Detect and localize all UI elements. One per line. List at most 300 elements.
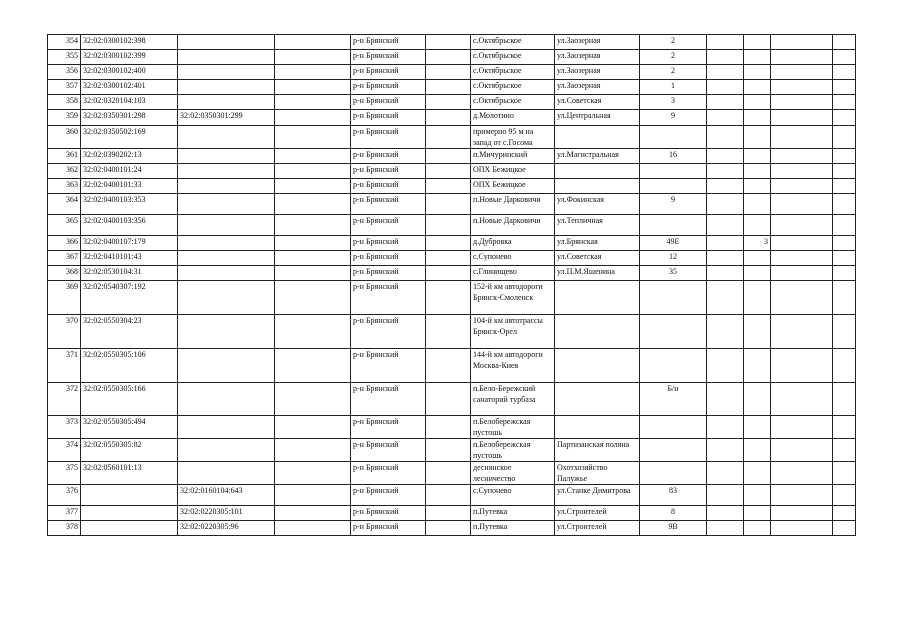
table-row xyxy=(48,236,856,251)
empty-cell xyxy=(426,462,471,485)
row-number-cell: 373 xyxy=(48,416,81,439)
district-cell: р-н Брянский xyxy=(351,95,426,110)
empty-cell xyxy=(771,266,833,281)
table-row xyxy=(48,416,856,439)
empty-cell xyxy=(771,485,833,506)
cadastral-number-cell: 32:02:0550305:494 xyxy=(81,416,178,439)
building-cell: 3 xyxy=(744,236,771,251)
empty-cell xyxy=(275,126,351,149)
settlement-cell: примерно 95 м на запад от с.Госома xyxy=(471,126,555,149)
row-number-cell: 362 xyxy=(48,164,81,179)
table-row xyxy=(48,281,856,315)
row-number-cell: 354 xyxy=(48,35,81,50)
building-cell xyxy=(744,506,771,521)
cadastral-number-cell xyxy=(81,485,178,506)
empty-cell xyxy=(707,349,744,383)
empty-cell xyxy=(426,35,471,50)
row-number-cell: 360 xyxy=(48,126,81,149)
empty-cell xyxy=(771,215,833,236)
settlement-cell: п.Новые Дарковичи xyxy=(471,215,555,236)
empty-cell xyxy=(771,65,833,80)
cadastral-number-cell: 32:02:0550304:23 xyxy=(81,315,178,349)
empty-cell xyxy=(833,194,856,215)
district-cell: р-н Брянский xyxy=(351,149,426,164)
empty-cell xyxy=(833,110,856,126)
cadastral-number-cell: 32:02:0320104:103 xyxy=(81,95,178,110)
empty-cell xyxy=(833,485,856,506)
empty-cell xyxy=(833,179,856,194)
row-number-cell: 369 xyxy=(48,281,81,315)
house-number-cell xyxy=(640,416,707,439)
building-cell xyxy=(744,462,771,485)
cadastral-number-cell: 32:02:0410101:43 xyxy=(81,251,178,266)
empty-cell xyxy=(426,50,471,65)
empty-cell xyxy=(707,215,744,236)
empty-cell xyxy=(833,349,856,383)
settlement-cell: с.Супонево xyxy=(471,251,555,266)
house-number-cell: Б/н xyxy=(640,383,707,416)
linked-cadastral-cell: 32:02:0160104:643 xyxy=(178,485,275,506)
district-cell: р-н Брянский xyxy=(351,439,426,462)
linked-cadastral-cell xyxy=(178,215,275,236)
linked-cadastral-cell: 32:02:0220305:101 xyxy=(178,506,275,521)
empty-cell xyxy=(707,439,744,462)
settlement-cell: с.Супонево xyxy=(471,485,555,506)
empty-cell xyxy=(275,349,351,383)
empty-cell xyxy=(426,281,471,315)
house-number-cell xyxy=(640,164,707,179)
district-cell: р-н Брянский xyxy=(351,521,426,536)
empty-cell xyxy=(771,506,833,521)
table-row xyxy=(48,110,856,126)
street-cell xyxy=(555,349,640,383)
row-number-cell: 359 xyxy=(48,110,81,126)
linked-cadastral-cell xyxy=(178,164,275,179)
empty-cell xyxy=(426,80,471,95)
cadastral-number-cell: 32:02:0350301:298 xyxy=(81,110,178,126)
empty-cell xyxy=(426,506,471,521)
street-cell: ул.Заозерная xyxy=(555,50,640,65)
linked-cadastral-cell xyxy=(178,95,275,110)
empty-cell xyxy=(426,95,471,110)
cadastral-number-cell: 32:02:0400101:24 xyxy=(81,164,178,179)
empty-cell xyxy=(426,65,471,80)
empty-cell xyxy=(426,194,471,215)
empty-cell xyxy=(833,236,856,251)
settlement-cell: ОПХ Бежицкое xyxy=(471,179,555,194)
settlement-cell: п.Бело-Бережский санаторий турбаза xyxy=(471,383,555,416)
building-cell xyxy=(744,149,771,164)
house-number-cell: 83 xyxy=(640,485,707,506)
district-cell: р-н Брянский xyxy=(351,35,426,50)
registry-table xyxy=(47,34,856,536)
district-cell: р-н Брянский xyxy=(351,485,426,506)
street-cell: ул.Магистральная xyxy=(555,149,640,164)
district-cell: р-н Брянский xyxy=(351,215,426,236)
empty-cell xyxy=(833,251,856,266)
settlement-cell: с.Октябрьское xyxy=(471,95,555,110)
house-number-cell xyxy=(640,315,707,349)
district-cell: р-н Брянский xyxy=(351,80,426,95)
empty-cell xyxy=(707,485,744,506)
house-number-cell: 2 xyxy=(640,50,707,65)
empty-cell xyxy=(771,349,833,383)
empty-cell xyxy=(833,383,856,416)
street-cell: ул.Заозерная xyxy=(555,35,640,50)
empty-cell xyxy=(771,521,833,536)
linked-cadastral-cell xyxy=(178,266,275,281)
house-number-cell: 2 xyxy=(640,35,707,50)
linked-cadastral-cell xyxy=(178,35,275,50)
empty-cell xyxy=(833,149,856,164)
linked-cadastral-cell xyxy=(178,50,275,65)
empty-cell xyxy=(275,521,351,536)
building-cell xyxy=(744,521,771,536)
house-number-cell xyxy=(640,215,707,236)
empty-cell xyxy=(275,50,351,65)
empty-cell xyxy=(275,281,351,315)
district-cell: р-н Брянский xyxy=(351,281,426,315)
settlement-cell: 144-й км автодороги Москва-Киев xyxy=(471,349,555,383)
empty-cell xyxy=(707,251,744,266)
empty-cell xyxy=(833,95,856,110)
building-cell xyxy=(744,251,771,266)
empty-cell xyxy=(426,215,471,236)
empty-cell xyxy=(707,95,744,110)
empty-cell xyxy=(771,251,833,266)
building-cell xyxy=(744,281,771,315)
empty-cell xyxy=(275,266,351,281)
empty-cell xyxy=(707,179,744,194)
cadastral-number-cell: 32:02:0530104:31 xyxy=(81,266,178,281)
linked-cadastral-cell xyxy=(178,149,275,164)
table-row xyxy=(48,50,856,65)
row-number-cell: 376 xyxy=(48,485,81,506)
building-cell xyxy=(744,315,771,349)
house-number-cell: 9 xyxy=(640,110,707,126)
empty-cell xyxy=(707,506,744,521)
table-row xyxy=(48,439,856,462)
street-cell: ул.Строителей xyxy=(555,506,640,521)
table-row xyxy=(48,65,856,80)
cadastral-number-cell xyxy=(81,506,178,521)
linked-cadastral-cell xyxy=(178,439,275,462)
street-cell xyxy=(555,383,640,416)
settlement-cell: с.Октябрьское xyxy=(471,50,555,65)
table-row xyxy=(48,179,856,194)
empty-cell xyxy=(275,110,351,126)
cadastral-number-cell: 32:02:0400107:179 xyxy=(81,236,178,251)
table-row xyxy=(48,521,856,536)
street-cell: ул.П.М.Яшенина xyxy=(555,266,640,281)
cadastral-number-cell: 32:02:0300102:401 xyxy=(81,80,178,95)
empty-cell xyxy=(426,383,471,416)
empty-cell xyxy=(771,179,833,194)
house-number-cell: 12 xyxy=(640,251,707,266)
empty-cell xyxy=(771,194,833,215)
empty-cell xyxy=(771,281,833,315)
empty-cell xyxy=(771,164,833,179)
empty-cell xyxy=(771,149,833,164)
empty-cell xyxy=(771,126,833,149)
street-cell: Партизанская поляна xyxy=(555,439,640,462)
district-cell: р-н Брянский xyxy=(351,236,426,251)
empty-cell xyxy=(707,194,744,215)
table-row xyxy=(48,315,856,349)
settlement-cell: п.Путевка xyxy=(471,506,555,521)
empty-cell xyxy=(771,462,833,485)
empty-cell xyxy=(275,35,351,50)
street-cell: Охотхозяйство Палужье xyxy=(555,462,640,485)
empty-cell xyxy=(833,315,856,349)
empty-cell xyxy=(707,521,744,536)
empty-cell xyxy=(833,521,856,536)
cadastral-number-cell: 32:02:0550305:82 xyxy=(81,439,178,462)
house-number-cell: 16 xyxy=(640,149,707,164)
district-cell: р-н Брянский xyxy=(351,506,426,521)
row-number-cell: 372 xyxy=(48,383,81,416)
table-row xyxy=(48,164,856,179)
empty-cell xyxy=(426,349,471,383)
empty-cell xyxy=(275,80,351,95)
empty-cell xyxy=(275,194,351,215)
empty-cell xyxy=(833,439,856,462)
row-number-cell: 355 xyxy=(48,50,81,65)
empty-cell xyxy=(275,506,351,521)
house-number-cell: 9В xyxy=(640,521,707,536)
building-cell xyxy=(744,215,771,236)
building-cell xyxy=(744,439,771,462)
settlement-cell: с.Глинищево xyxy=(471,266,555,281)
empty-cell xyxy=(771,416,833,439)
empty-cell xyxy=(833,80,856,95)
empty-cell xyxy=(707,149,744,164)
empty-cell xyxy=(275,383,351,416)
district-cell: р-н Брянский xyxy=(351,251,426,266)
empty-cell xyxy=(707,126,744,149)
house-number-cell xyxy=(640,126,707,149)
house-number-cell: 9 xyxy=(640,194,707,215)
empty-cell xyxy=(707,110,744,126)
house-number-cell xyxy=(640,462,707,485)
cadastral-number-cell: 32:02:0540307:192 xyxy=(81,281,178,315)
row-number-cell: 365 xyxy=(48,215,81,236)
house-number-cell: 49Е xyxy=(640,236,707,251)
empty-cell xyxy=(275,315,351,349)
empty-cell xyxy=(275,65,351,80)
building-cell xyxy=(744,164,771,179)
linked-cadastral-cell xyxy=(178,315,275,349)
empty-cell xyxy=(707,65,744,80)
empty-cell xyxy=(275,95,351,110)
district-cell: р-н Брянский xyxy=(351,266,426,281)
cadastral-number-cell: 32:02:0560101:13 xyxy=(81,462,178,485)
empty-cell xyxy=(275,416,351,439)
empty-cell xyxy=(707,164,744,179)
empty-cell xyxy=(275,462,351,485)
empty-cell xyxy=(707,35,744,50)
street-cell: ул.Брянская xyxy=(555,236,640,251)
street-cell: ул.Станке Димитрова xyxy=(555,485,640,506)
building-cell xyxy=(744,349,771,383)
street-cell: ул.Строителей xyxy=(555,521,640,536)
district-cell: р-н Брянский xyxy=(351,126,426,149)
empty-cell xyxy=(707,416,744,439)
building-cell xyxy=(744,110,771,126)
empty-cell xyxy=(707,281,744,315)
row-number-cell: 371 xyxy=(48,349,81,383)
street-cell xyxy=(555,315,640,349)
empty-cell xyxy=(275,439,351,462)
empty-cell xyxy=(707,236,744,251)
district-cell: р-н Брянский xyxy=(351,110,426,126)
house-number-cell: 2 xyxy=(640,65,707,80)
building-cell xyxy=(744,35,771,50)
empty-cell xyxy=(771,315,833,349)
linked-cadastral-cell xyxy=(178,179,275,194)
cadastral-number-cell: 32:02:0400103:356 xyxy=(81,215,178,236)
building-cell xyxy=(744,383,771,416)
settlement-cell: п.Белобережская пустошь xyxy=(471,416,555,439)
house-number-cell: 1 xyxy=(640,80,707,95)
empty-cell xyxy=(707,462,744,485)
district-cell: р-н Брянский xyxy=(351,462,426,485)
empty-cell xyxy=(771,50,833,65)
district-cell: р-н Брянский xyxy=(351,315,426,349)
house-number-cell xyxy=(640,179,707,194)
street-cell: ул.Фокинская xyxy=(555,194,640,215)
building-cell xyxy=(744,65,771,80)
empty-cell xyxy=(426,126,471,149)
empty-cell xyxy=(275,236,351,251)
street-cell xyxy=(555,179,640,194)
empty-cell xyxy=(771,383,833,416)
district-cell: р-н Брянский xyxy=(351,65,426,80)
table-row xyxy=(48,194,856,215)
empty-cell xyxy=(426,485,471,506)
empty-cell xyxy=(771,439,833,462)
settlement-cell: п.Мичуринский xyxy=(471,149,555,164)
empty-cell xyxy=(426,110,471,126)
row-number-cell: 377 xyxy=(48,506,81,521)
cadastral-number-cell: 32:02:0300102:398 xyxy=(81,35,178,50)
cadastral-number-cell xyxy=(81,521,178,536)
empty-cell xyxy=(426,149,471,164)
empty-cell xyxy=(833,266,856,281)
street-cell xyxy=(555,416,640,439)
linked-cadastral-cell xyxy=(178,236,275,251)
settlement-cell: с.Октябрьское xyxy=(471,80,555,95)
linked-cadastral-cell xyxy=(178,126,275,149)
linked-cadastral-cell: 32:02:0350301:299 xyxy=(178,110,275,126)
empty-cell xyxy=(707,50,744,65)
row-number-cell: 356 xyxy=(48,65,81,80)
table-body xyxy=(48,35,856,536)
empty-cell xyxy=(771,236,833,251)
house-number-cell xyxy=(640,281,707,315)
house-number-cell xyxy=(640,439,707,462)
street-cell: ул.Тепличная xyxy=(555,215,640,236)
district-cell: р-н Брянский xyxy=(351,194,426,215)
empty-cell xyxy=(707,80,744,95)
empty-cell xyxy=(426,521,471,536)
empty-cell xyxy=(707,266,744,281)
street-cell: ул.Заозерная xyxy=(555,65,640,80)
district-cell: р-н Брянский xyxy=(351,349,426,383)
settlement-cell: с.Октябрьское xyxy=(471,65,555,80)
street-cell: ул.Советская xyxy=(555,95,640,110)
empty-cell xyxy=(833,164,856,179)
empty-cell xyxy=(426,416,471,439)
table-row xyxy=(48,149,856,164)
empty-cell xyxy=(707,383,744,416)
row-number-cell: 367 xyxy=(48,251,81,266)
row-number-cell: 374 xyxy=(48,439,81,462)
table-row xyxy=(48,95,856,110)
empty-cell xyxy=(426,164,471,179)
row-number-cell: 364 xyxy=(48,194,81,215)
district-cell: р-н Брянский xyxy=(351,383,426,416)
empty-cell xyxy=(275,179,351,194)
table-row xyxy=(48,506,856,521)
row-number-cell: 378 xyxy=(48,521,81,536)
table-row xyxy=(48,266,856,281)
house-number-cell: 35 xyxy=(640,266,707,281)
linked-cadastral-cell xyxy=(178,416,275,439)
building-cell xyxy=(744,266,771,281)
cadastral-number-cell: 32:02:0390202:13 xyxy=(81,149,178,164)
empty-cell xyxy=(275,251,351,266)
house-number-cell: 8 xyxy=(640,506,707,521)
settlement-cell: деснянское лесничество xyxy=(471,462,555,485)
settlement-cell: п.Путевка xyxy=(471,521,555,536)
empty-cell xyxy=(833,126,856,149)
linked-cadastral-cell xyxy=(178,383,275,416)
linked-cadastral-cell xyxy=(178,281,275,315)
table-row xyxy=(48,251,856,266)
empty-cell xyxy=(426,266,471,281)
empty-cell xyxy=(771,35,833,50)
row-number-cell: 361 xyxy=(48,149,81,164)
house-number-cell: 3 xyxy=(640,95,707,110)
settlement-cell: 152-й км автодороги Брянск-Смоленск xyxy=(471,281,555,315)
district-cell: р-н Брянский xyxy=(351,164,426,179)
empty-cell xyxy=(707,315,744,349)
cadastral-number-cell: 32:02:0300102:399 xyxy=(81,50,178,65)
linked-cadastral-cell xyxy=(178,65,275,80)
building-cell xyxy=(744,194,771,215)
street-cell: ул.Центральная xyxy=(555,110,640,126)
cadastral-number-cell: 32:02:0400103:353 xyxy=(81,194,178,215)
building-cell xyxy=(744,50,771,65)
linked-cadastral-cell xyxy=(178,80,275,95)
empty-cell xyxy=(771,95,833,110)
linked-cadastral-cell: 32:02:0220305:96 xyxy=(178,521,275,536)
street-cell xyxy=(555,281,640,315)
empty-cell xyxy=(833,506,856,521)
settlement-cell: п.Белобережская пустошь xyxy=(471,439,555,462)
row-number-cell: 366 xyxy=(48,236,81,251)
street-cell: ул.Советская xyxy=(555,251,640,266)
district-cell: р-н Брянский xyxy=(351,416,426,439)
row-number-cell: 370 xyxy=(48,315,81,349)
empty-cell xyxy=(833,462,856,485)
row-number-cell: 375 xyxy=(48,462,81,485)
table-row xyxy=(48,462,856,485)
street-cell xyxy=(555,126,640,149)
building-cell xyxy=(744,485,771,506)
table-row xyxy=(48,35,856,50)
